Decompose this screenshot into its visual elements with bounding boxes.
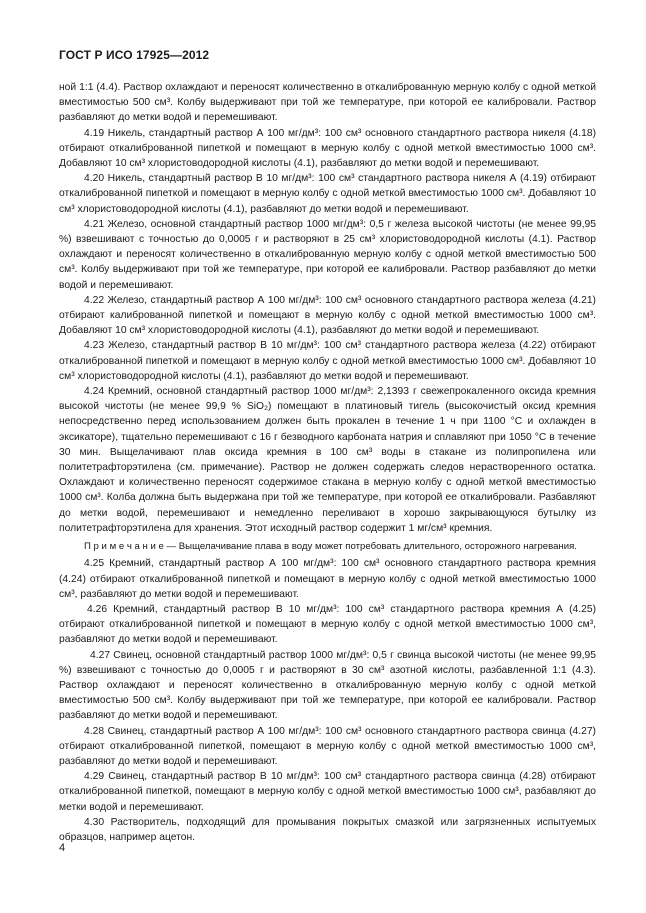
paragraph-4-23: 4.23 Железо, стандартный раствор В 10 мг/дм³: 100 см³ стандартного раствора железа (4.22) отбирают откалиброванной пипеткой и помещают в мерную колбу с одной меткой вместимостью 1000 см³. Добавляют 10 см³ хлористоводородной кислоты (4.1), разбавляют до метки водой и перемешивают.: [59, 340, 596, 382]
page-number: 4: [59, 842, 66, 854]
document-body: [59, 80, 596, 845]
paragraph-continuation: ной 1:1 (4.4). Раствор охлаждают и переносят количественно в откалиброванную мерную колбу с одной меткой вместимостью 500 см³. Колбу выдерживают при той же температуре, при которой ее калибровали. Раствор разбавляют до метки водой и перемешивают.: [59, 82, 596, 124]
paragraph-4-27: 4.27 Свинец, основной стандартный раствор 1000 мг/дм³: 0,5 г свинца высокой чистоты (не менее 99,95 %) взвешивают с точностью до 0,0005 г и растворяют в 30 см³ азотной кислоты, разбавленной 1:1 (4.3). Раствор охлаждают и переносят количественно в откалиброванную мерную колбу с одной меткой вместимостью 500 см³. Колбу выдерживают при той же температуре, при которой ее калибровали. Раствор разбавляют до метки водой и перемешивают.: [59, 649, 596, 722]
document-header: ГОСТ Р ИСО 17925—2012: [59, 48, 210, 62]
note: [59, 539, 596, 554]
note-text: — Выщелачивание плава в воду может потребовать длительного, осторожного нагревания.: [163, 541, 577, 553]
paragraph-4-22: 4.22 Железо, стандартный раствор А 100 мг/дм³: 100 см³ основного стандартного раствора железа (4.21) отбирают калиброванной пипеткой и помещают в мерную колбу с одной меткой вместимостью 1000 см³. Добавляют 10 см³ хлористоводородной кислоты (4.1), разбавляют до метки водой и перемешивают.: [59, 294, 596, 337]
paragraph-4-19: 4.19 Никель, стандартный раствор А 100 мг/дм³: 100 см³ основного стандартного раствора никеля (4.18) отбирают откалиброванной пипеткой и помещают в мерную колбу с одной меткой вместимостью 1000 см³. Добавляют 10 см³ хлористоводородной кислоты (4.1), разбавляют до метки водой и перемешивают.: [59, 127, 596, 170]
paragraph-4-29: 4.29 Свинец, стандартный раствор В 10 мг/дм³: 100 см³ стандартного раствора свинца (4.28) отбирают откалиброванной пипеткой, помещают в мерную колбу с одной меткой вместимостью 1000 см³, разбавляют до метки водой и перемешивают.: [59, 771, 596, 813]
paragraph-4-28: 4.28 Свинец, стандартный раствор А 100 мг/дм³: 100 см³ основного стандартного раствора свинца (4.27) отбирают откалиброванной пипеткой, помещают в мерную колбу с одной меткой вместимостью 1000 см³, разбавляют до метки водой и перемешивают.: [59, 725, 596, 767]
paragraph-4-21: 4.21 Железо, основной стандартный раствор 1000 мг/дм³: 0,5 г железа высокой чистоты (не менее 99,95 %) взвешивают с точностью до 0,0005 г и растворяют в 25 см³ хлористоводородной кислоты (4.1). Раствор охлаждают и переносят количественно в откалиброванную мерную колбу с одной меткой вместимостью 500 см³. Колбу выдерживают при той же температуре, при которой ее калибровали. Раствор разбавляют до метки водой и перемешивают.: [59, 218, 596, 291]
paragraph-4-30: 4.30 Растворитель, подходящий для промывания покрытых смазкой или загрязненных испытуемых образцов, например ацетон.: [59, 816, 596, 843]
paragraph-4-25: 4.25 Кремний, стандартный раствор А 100 мг/дм³: 100 см³ основного стандартного раствора кремния (4.24) отбирают откалиброванной пипеткой и помещают в мерную колбу с одной меткой вместимостью 1000 см³, разбавляют до метки водой и перемешивают.: [59, 558, 596, 600]
paragraph-4-20: 4.20 Никель, стандартный раствор В 10 мг/дм³: 100 см³ стандартного раствора никеля А (4.19) отбирают откалиброванной пипеткой и помещают в мерную колбу с одной меткой вместимостью 1000 см³. Добавляют 10 см³ хлористоводородной кислоты (4.1), разбавляют до метки водой и перемешивают.: [59, 173, 596, 215]
paragraph-4-26: 4.26 Кремний, стандартный раствор В 10 мг/дм³: 100 см³ стандартного раствора кремния А (4.25) отбирают откалиброванной пипеткой и помещают в мерную колбу с одной меткой вместимостью 1000 см³, разбавляют до метки водой и перемешивают.: [59, 603, 596, 646]
note-label: П р и м е ч а н и е: [84, 541, 164, 553]
paragraph-4-24: 4.24 Кремний, основной стандартный раствор 1000 мг/дм³: 2,1393 г свежепрокаленного оксида кремния высокой чистоты (не менее 99,9 % SiO₂) помещают в платиновый тигель (высокочистый оксид кремния непосредственно перед использованием должен быть прокален в течение 1 ч при 1100 °С и охлажден в эксикаторе), тщательно перемешивают с 16 г безводного карбоната натрия и сплавляют при 1050 °С в течение 30 мин. Выщелачивают плав оксида кремния в 100 см³ воды в стакане из полипропилена или политетрафторэтилена (см. примечание). Раствор не должен содержать следов нерастворенного остатка. Охлаждают и количественно переносят содержимое стакана в мерную колбу с одной меткой вместимостью 1000 см³. Колба должна быть выдержана при той же температуре, при которой ее откалибровали. Разбавляют до метки водой, перемешивают и немедленно переливают в хорошо закрывающуюся бутылку из политетрафторэтилена для хранения. Этот исходный раствор содержит 1 мг/см³ кремния.: [59, 386, 596, 534]
